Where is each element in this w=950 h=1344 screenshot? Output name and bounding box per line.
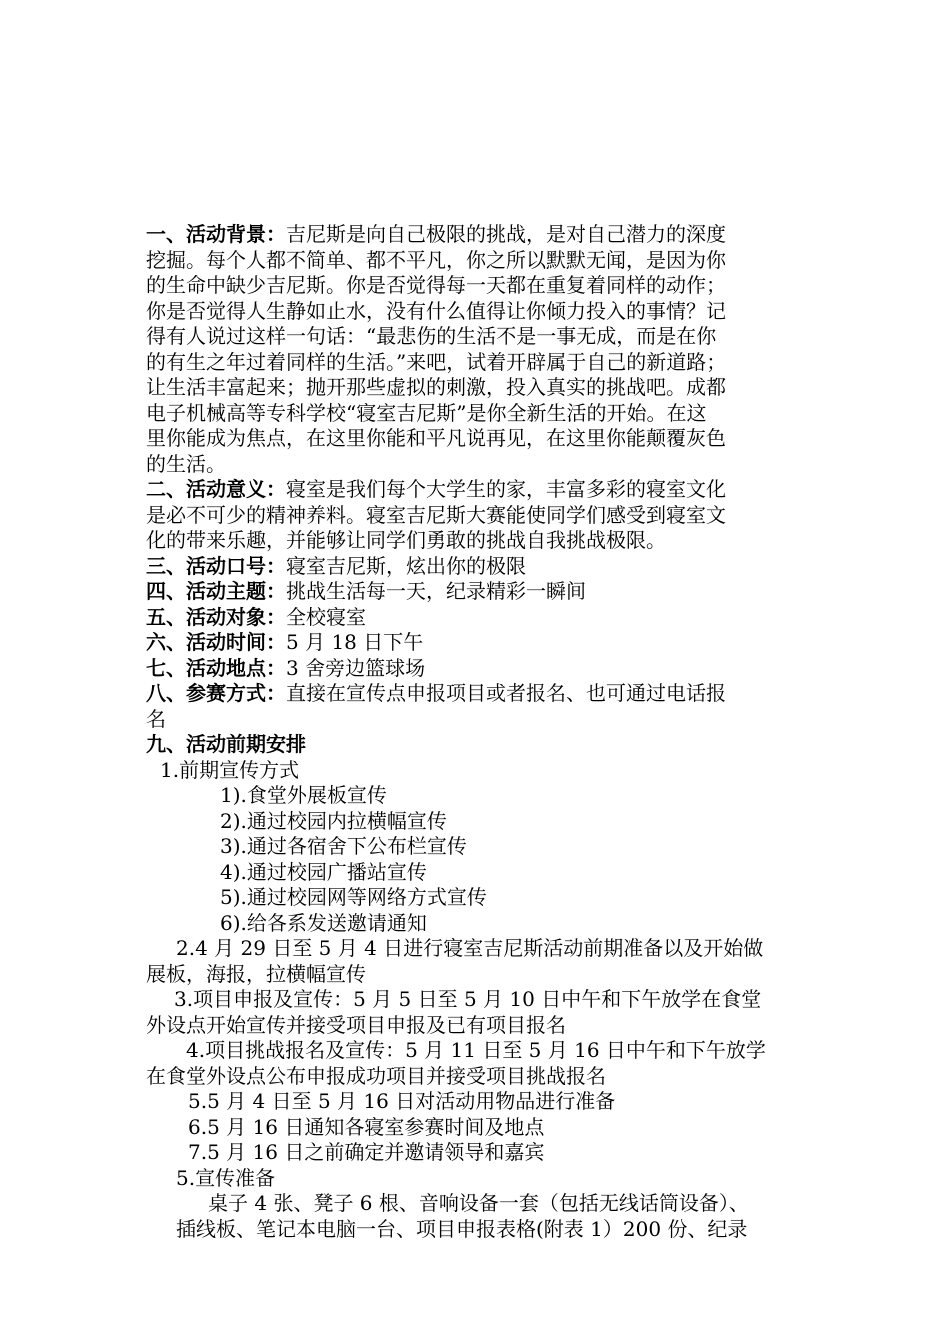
slogan-value: 寝室吉尼斯，炫出你的极限 [286, 553, 526, 578]
prep-p3-line-1: 3.项目申报及宣传：5 月 5 日至 5 月 10 日中午和下午放学在食堂 [174, 987, 762, 1011]
background-line-3: 的生命中缺少吉尼斯。你是否觉得每一天都在重复着同样的动作； [146, 273, 726, 297]
method-value: 直接在宣传点申报项目或者报名、也可通过电话报 [286, 681, 726, 705]
place-label: 七、活动地点： [146, 655, 286, 680]
background-line-7: 让生活丰富起来；抛开那些虚拟的刺激，投入真实的挑战吧。成都 [146, 375, 726, 399]
slogan-label: 三、活动口号： [146, 553, 286, 578]
meaning-line-1: 二、活动意义：寝室是我们每个大学生的家，丰富多彩的寝室文化 [146, 477, 726, 501]
prep-p9-line-2: 插线板、笔记本电脑一台、项目申报表格(附表 1）200 份、纪录 [176, 1216, 748, 1241]
background-line-9: 里你能成为焦点，在这里你能和平凡说再见，在这里你能颠覆灰色 [146, 426, 726, 450]
background-label: 一、活动背景： [146, 222, 286, 246]
prep-p2-line-2: 展板，海报，拉横幅宣传 [146, 961, 366, 986]
list-item: 3).通过各宿舍下公布栏宣传 [220, 834, 467, 858]
prep-p3-line-2: 外设点开始宣传并接受项目申报及已有项目报名 [146, 1012, 566, 1037]
meaning-line-2: 是必不可少的精神养料。寝室吉尼斯大赛能使同学们感受到寝室文 [146, 502, 726, 527]
background-line-2: 挖掘。每个人都不简单、都不平凡，你之所以默默无闻，是因为你 [146, 247, 726, 272]
place-line [146, 656, 806, 682]
background-line-10: 的生活。 [146, 451, 226, 476]
theme-label: 四、活动主题： [146, 579, 286, 603]
prep-heading: 九、活动前期安排 [146, 732, 306, 756]
list-item: 5).通过校园网等网络方式宣传 [220, 885, 487, 909]
target-value: 全校寝室 [286, 604, 366, 629]
prep-p7: 7.5 月 16 日之前确定并邀请领导和嘉宾 [188, 1140, 545, 1164]
theme-value: 挑战生活每一天，纪录精彩一瞬间 [286, 579, 586, 603]
prep-p4-line-1: 4.项目挑战报名及宣传：5 月 11 日至 5 月 16 日中午和下午放学 [186, 1038, 766, 1062]
background-line-6: 的有生之年过着同样的生活。”来吧，试着开辟属于自己的新道路； [146, 349, 727, 374]
method-line-cont: 名 [146, 706, 166, 731]
prep-p8: 5.宣传准备 [176, 1165, 276, 1190]
prep-p9-line-1: 桌子 4 张、凳子 6 根、音响设备一套（包括无线话筒设备）、 [208, 1191, 749, 1215]
place-value: 3 舍旁边篮球场 [286, 655, 426, 680]
time-line [146, 630, 806, 656]
document-page [146, 222, 806, 1242]
target-label: 五、活动对象： [146, 604, 286, 629]
time-value: 5 月 18 日下午 [286, 630, 424, 654]
meaning-line-3: 化的带来乐趣，并能够让同学们勇敢的挑战自我挑战极限。 [146, 528, 666, 552]
time-label: 六、活动时间： [146, 630, 286, 654]
method-line [146, 681, 806, 707]
background-line-4: 你是否觉得人生静如止水，没有什么值得让你倾力投入的事情？记 [146, 298, 726, 323]
background-line-8: 电子机械高等专科学校“寝室吉尼斯”是你全新生活的开始。在这 [146, 400, 707, 425]
background-line-5: 得有人说过这样一句话：“最悲伤的生活不是一事无成，而是在你 [146, 324, 717, 348]
prep-p4-line-2: 在食堂外设点公布申报成功项目并接受项目挑战报名 [146, 1063, 606, 1088]
meaning-label: 二、活动意义： [146, 477, 286, 501]
slogan-line [146, 554, 806, 580]
list-item: 1).食堂外展板宣传 [220, 783, 387, 807]
list-item: 2).通过校园内拉横幅宣传 [220, 808, 447, 833]
target-line [146, 605, 806, 631]
theme-line [146, 579, 806, 605]
list-item: 6).给各系发送邀请通知 [220, 910, 427, 935]
prep-p6: 6.5 月 16 日通知各寝室参赛时间及地点 [188, 1114, 545, 1139]
prep-p5: 5.5 月 4 日至 5 月 16 日对活动用物品进行准备 [188, 1089, 616, 1113]
background-line-1: 一、活动背景：吉尼斯是向自己极限的挑战，是对自己潜力的深度 [146, 222, 726, 246]
prep-sub1: 1.前期宣传方式 [160, 757, 300, 782]
prep-p2-line-1: 2.4 月 29 日至 5 月 4 日进行寝室吉尼斯活动前期准备以及开始做 [176, 936, 764, 960]
method-label: 八、参赛方式： [146, 681, 286, 705]
list-item: 4).通过校园广播站宣传 [220, 859, 427, 884]
